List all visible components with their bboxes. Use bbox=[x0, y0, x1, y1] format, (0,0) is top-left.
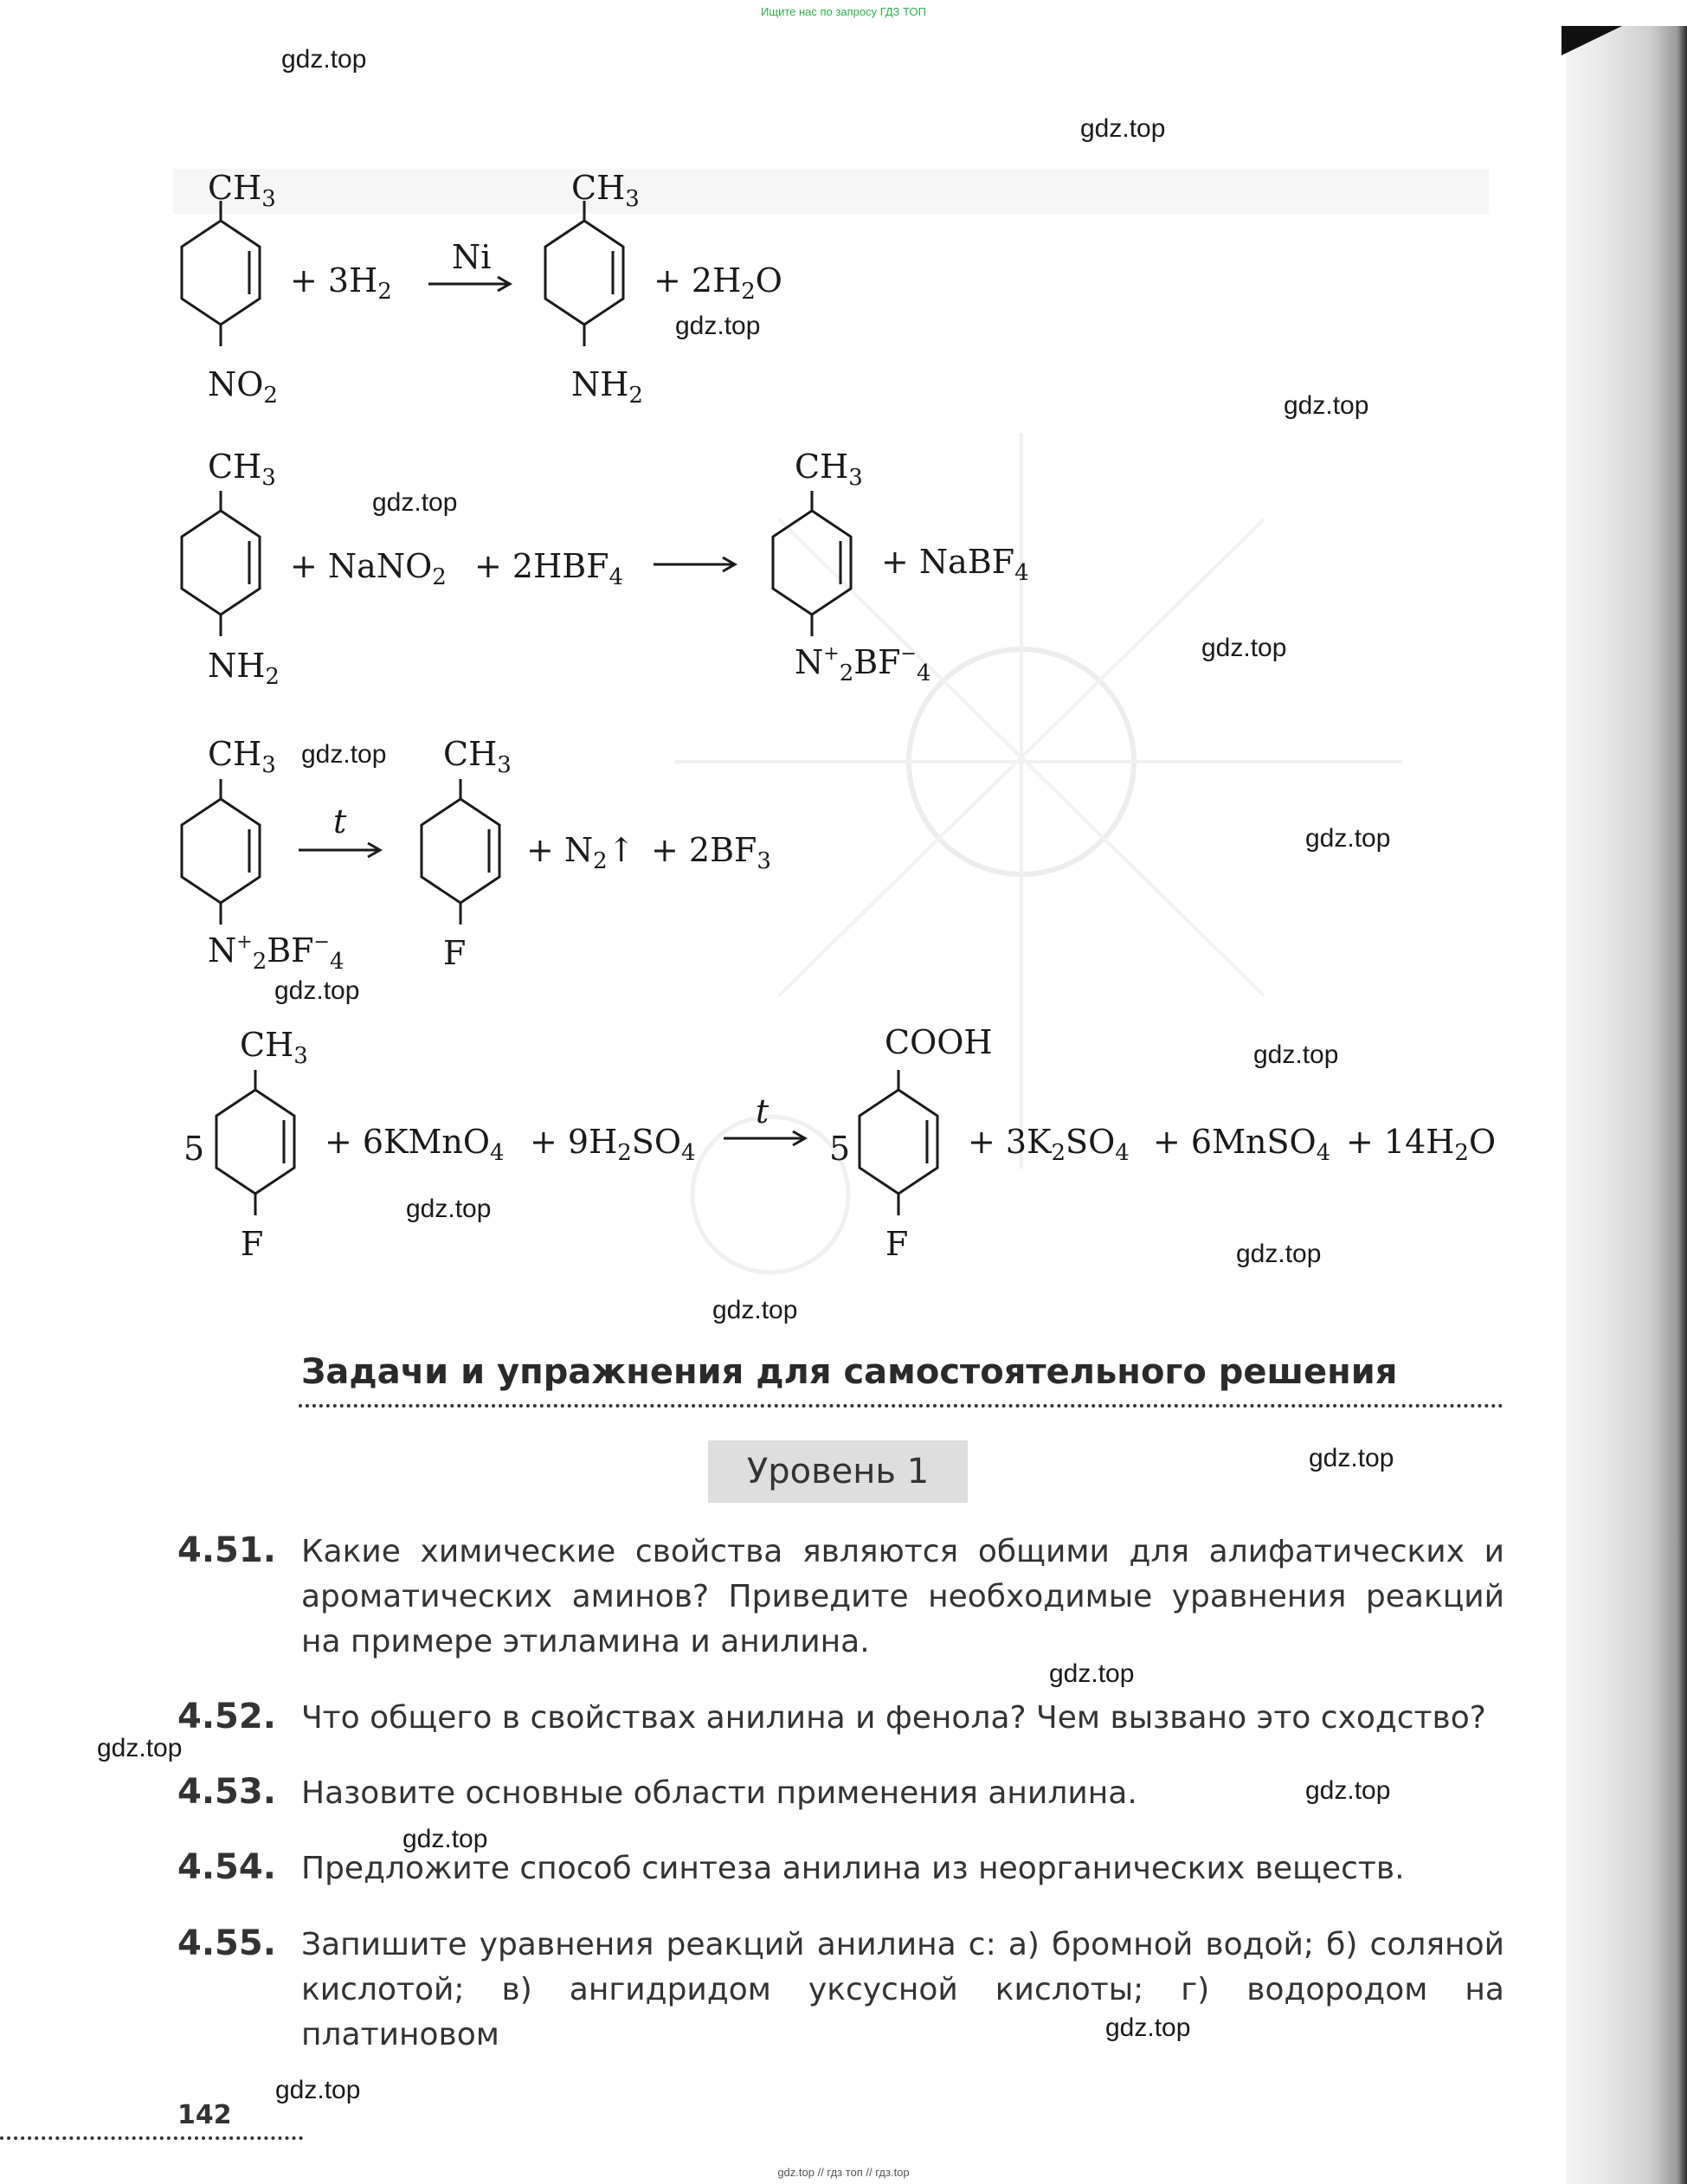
level-heading: Уровень 1 bbox=[708, 1440, 968, 1503]
watermark: gdz.top bbox=[1105, 2013, 1191, 2042]
watermark: gdz.top bbox=[1049, 1659, 1135, 1688]
r4-left-substituent-bottom: F bbox=[241, 1225, 264, 1263]
benzene-ring bbox=[769, 506, 855, 619]
task-number: 4.54. bbox=[177, 1847, 276, 1887]
r2-right-substituent-bottom: $N^+_2BF^-_4$ bbox=[795, 643, 931, 686]
r2-reagent-hbf4: + $2HBF_4$ bbox=[474, 547, 624, 590]
task-number: 4.55. bbox=[177, 1923, 276, 1963]
task-number: 4.52. bbox=[177, 1697, 276, 1736]
r1-left-substituent-top: $CH_3$ bbox=[208, 169, 276, 212]
watermark: gdz.top bbox=[406, 1195, 492, 1223]
r4-right-coefficient: 5 bbox=[829, 1130, 851, 1168]
r4-reagent-h2so4: + $9H_2SO_4$ bbox=[530, 1123, 696, 1166]
task-text: Предложите способ синтеза анилина из неорганических веществ. bbox=[301, 1851, 1405, 1886]
reaction-arrow bbox=[654, 556, 740, 573]
r4-product-k2so4: + $3K_2SO_4$ bbox=[968, 1123, 1130, 1166]
section-title: Задачи и упражнения для самостоятельного решения bbox=[301, 1352, 1398, 1392]
task-text: Запишите уравнения реакций анилина с: а) бромной водой; б) соляной кислотой; в) ангидридом уксусной кислоты; г) водородом на платиновом bbox=[301, 1927, 1504, 2052]
top-banner[interactable]: Ищите нас по запросу ГДЗ ТОП bbox=[761, 5, 926, 18]
bottom-banner[interactable]: gdz.top // гдз топ // гдз.top bbox=[777, 2166, 910, 2179]
watermark: gdz.top bbox=[1253, 1040, 1339, 1069]
r2-reagent-nitrite: + NaNO$_2$ bbox=[290, 547, 447, 590]
benzene-ring bbox=[541, 216, 628, 329]
r1-right-substituent-top: $CH_3$ bbox=[571, 169, 640, 212]
benzene-ring bbox=[855, 1086, 942, 1198]
reaction-arrow bbox=[299, 841, 385, 859]
r4-left-substituent-top: $CH_3$ bbox=[240, 1026, 308, 1069]
r3-right-substituent-bottom: F bbox=[443, 934, 467, 972]
page-number: 142 bbox=[177, 2100, 232, 2130]
r2-right-substituent-top: $CH_3$ bbox=[795, 448, 863, 491]
benzene-ring bbox=[177, 506, 264, 619]
r3-product-bf3: + $2BF_3$ bbox=[651, 831, 771, 874]
r4-product-water: + $14H_2O$ bbox=[1346, 1123, 1497, 1166]
watermark: gdz.top bbox=[1080, 114, 1166, 143]
r1-arrow-label: Ni bbox=[452, 238, 492, 276]
watermark: gdz.top bbox=[275, 2076, 361, 2104]
r1-reagent: + $3H_2$ bbox=[290, 261, 392, 305]
watermark: gdz.top bbox=[372, 488, 458, 517]
r1-product-water: + $2H_2O$ bbox=[654, 261, 782, 305]
watermark: gdz.top bbox=[1236, 1240, 1322, 1268]
book-spine-corner bbox=[1561, 26, 1622, 55]
r3-left-substituent-top: $CH_3$ bbox=[208, 735, 276, 778]
r1-left-substituent-bottom: $NO_2$ bbox=[208, 365, 278, 409]
watermark: gdz.top bbox=[1309, 1444, 1394, 1472]
r3-right-substituent-top: $CH_3$ bbox=[443, 735, 512, 778]
task-number: 4.51. bbox=[177, 1530, 276, 1570]
footer-divider bbox=[0, 2136, 303, 2140]
watermark: gdz.top bbox=[97, 1734, 183, 1762]
watermark: gdz.top bbox=[1201, 634, 1287, 662]
reaction-arrow bbox=[428, 275, 515, 293]
benzene-ring bbox=[417, 795, 504, 907]
task-text: Назовите основные области применения анилина. bbox=[301, 1775, 1137, 1811]
watermark: gdz.top bbox=[675, 312, 761, 340]
r4-right-substituent-bottom: F bbox=[885, 1225, 909, 1263]
watermark: gdz.top bbox=[274, 976, 360, 1005]
r4-product-mnso4: + 6MnSO$_4$ bbox=[1153, 1123, 1331, 1166]
watermark: gdz.top bbox=[1305, 824, 1391, 853]
r3-product-nitrogen: + $N_2↑$ bbox=[526, 831, 635, 874]
benzene-ring bbox=[177, 795, 264, 907]
r4-right-substituent-top: COOH bbox=[885, 1023, 993, 1061]
watermark: gdz.top bbox=[712, 1296, 798, 1324]
r2-left-substituent-top: $CH_3$ bbox=[208, 448, 276, 491]
r2-left-substituent-bottom: $NH_2$ bbox=[208, 647, 280, 690]
watermark: gdz.top bbox=[281, 45, 367, 74]
benzene-ring bbox=[177, 216, 264, 329]
task-text: Какие химические свойства являются общими для алифатических и ароматических аминов? Приведите необходимые уравнения реакций на примере этиламина и анилина. bbox=[301, 1534, 1504, 1659]
task-text: Что общего в свойствах анилина и фенола? Чем вызвано это сходство? bbox=[301, 1700, 1486, 1736]
section-divider bbox=[299, 1404, 1503, 1408]
r4-reagent-kmno4: + 6KMnO$_4$ bbox=[325, 1123, 505, 1166]
benzene-ring bbox=[212, 1086, 299, 1198]
r2-product-nabf4: + NaBF$_4$ bbox=[881, 543, 1029, 586]
watermark: gdz.top bbox=[1284, 391, 1369, 420]
r4-arrow-label: t bbox=[756, 1092, 769, 1131]
r4-left-coefficient: 5 bbox=[184, 1130, 205, 1168]
r3-left-substituent-bottom: $N^+_2BF^-_4$ bbox=[208, 931, 344, 975]
watermark: gdz.top bbox=[1305, 1776, 1391, 1805]
r1-right-substituent-bottom: $NH_2$ bbox=[571, 365, 643, 409]
watermark: gdz.top bbox=[301, 740, 387, 769]
book-spine-shadow bbox=[1566, 26, 1687, 2184]
task-number: 4.53. bbox=[177, 1772, 276, 1812]
reaction-arrow bbox=[724, 1130, 810, 1147]
watermark: gdz.top bbox=[402, 1825, 488, 1853]
r3-arrow-label: t bbox=[333, 802, 347, 841]
